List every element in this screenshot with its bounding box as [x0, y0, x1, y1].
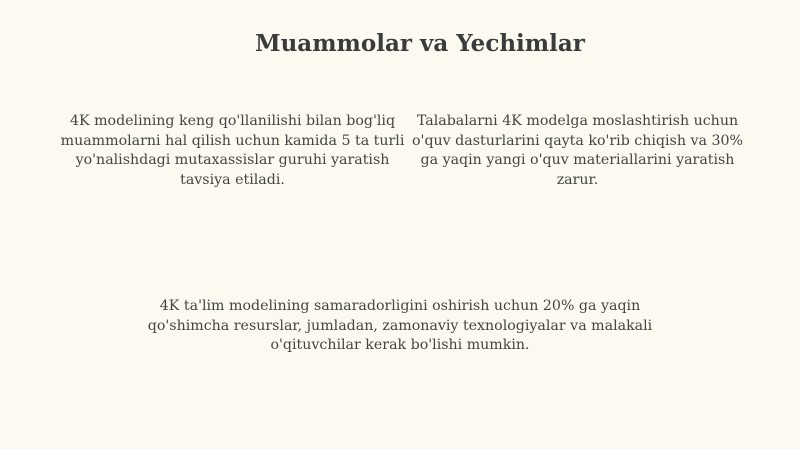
- paragraph-resources: 4K ta'lim modelining samaradorligini oshirish uchun 20% ga yaqin qo'shimcha resurslar, jumladan, zamonaviy texnologiyalar va malakali o'qituvchilar kerak bo'lishi mumkin.: [147, 298, 653, 353]
- paragraph-specialists: 4K modelining keng qo'llanilishi bilan bog'liq muammolarni hal qilish uchun kamida 5 ta turli yo'nalishdagi mutaxassislar guruhi yaratish tavsiya etiladi.: [60, 113, 405, 188]
- paragraph-curriculum: Talabalarni 4K modelga moslashtirish uchun o'quv dasturlarini qayta ko'rib chiqish va 30% ga yaqin yangi o'quv materiallarini yaratish zarur.: [412, 113, 743, 188]
- slide-title: Muammolar va Yechimlar: [255, 30, 585, 57]
